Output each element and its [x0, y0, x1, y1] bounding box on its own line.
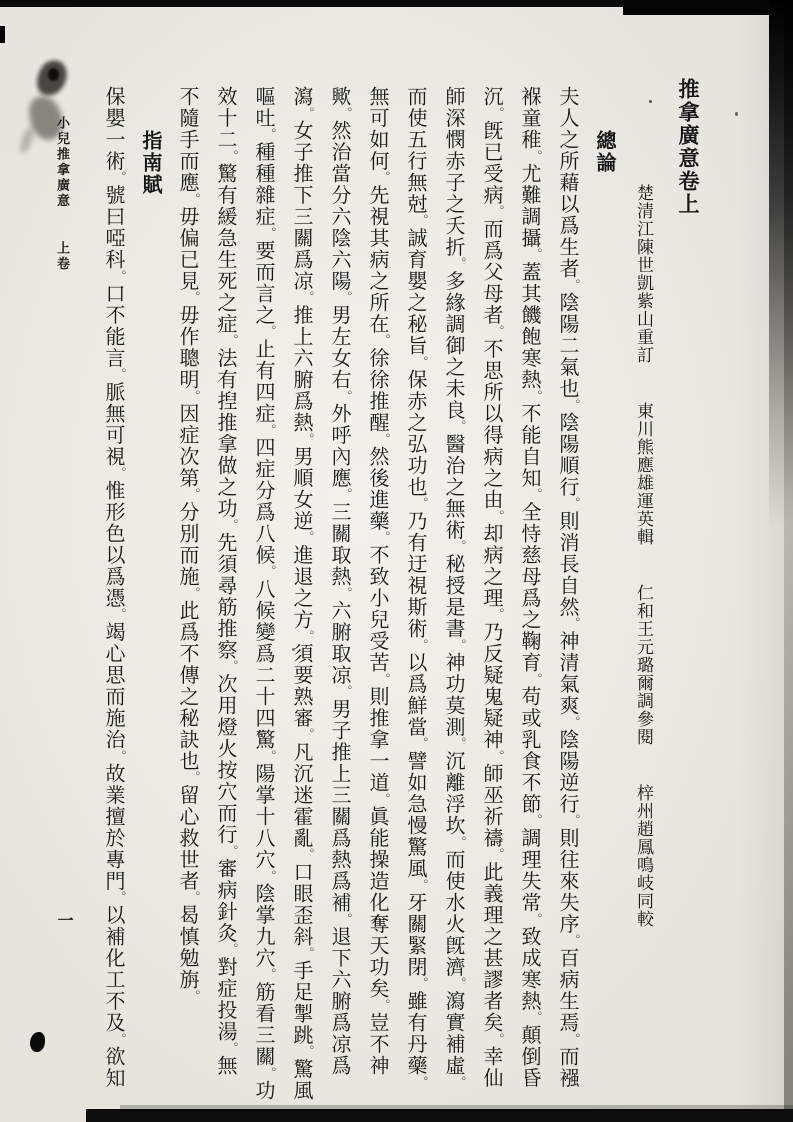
full-stop-mark: 。 [377, 792, 391, 806]
full-stop-mark: 。 [187, 891, 201, 905]
full-stop-mark: 。 [453, 977, 467, 991]
full-stop-mark: 。 [339, 685, 353, 699]
full-stop-mark: 。 [567, 398, 581, 412]
full-stop-mark: 。 [491, 608, 505, 622]
attribution-reviser: 楚清江陳世凱紫山重訂 [633, 184, 653, 364]
full-stop-mark: 。 [567, 1032, 581, 1046]
full-stop-mark: 。 [339, 106, 353, 120]
full-stop-mark: 。 [187, 389, 201, 403]
full-stop-mark: 。 [453, 638, 467, 652]
ink-smudge [48, 68, 59, 81]
attribution-column [623, 62, 663, 1106]
full-stop-mark: 。 [113, 608, 127, 622]
full-stop-mark: 。 [263, 128, 277, 142]
scan-speck [735, 112, 738, 116]
full-stop-mark: 。 [113, 466, 127, 480]
full-stop-mark: 。 [529, 248, 543, 262]
full-stop-mark: 。 [453, 835, 467, 849]
ink-smudge [18, 125, 37, 155]
full-stop-mark: 。 [491, 205, 505, 219]
full-stop-mark: 。 [225, 1041, 239, 1055]
full-stop-mark: 。 [225, 943, 239, 957]
full-stop-mark: 。 [453, 737, 467, 751]
full-stop-mark: 。 [339, 488, 353, 502]
scan-mark-bottom-left [30, 1032, 45, 1052]
full-stop-mark: 。 [453, 1075, 467, 1089]
full-stop-mark: 。 [301, 531, 315, 545]
full-stop-mark: 。 [415, 878, 429, 892]
full-stop-mark: 。 [377, 334, 391, 348]
full-stop-mark: 。 [567, 497, 581, 511]
full-stop-mark: 。 [339, 291, 353, 305]
full-stop-mark: 。 [567, 617, 581, 631]
full-stop-mark: 。 [453, 420, 467, 434]
full-stop-mark: 。 [225, 334, 239, 348]
full-stop-mark: 。 [415, 355, 429, 369]
margin-volume-label: 上卷 [54, 240, 69, 272]
full-stop-mark: 。 [301, 629, 315, 643]
full-stop-mark: 。 [339, 912, 353, 926]
section-heading-guiding-rhapsody: 指南賦 [139, 130, 163, 196]
full-stop-mark: 。 [415, 977, 429, 991]
full-stop-mark: 。 [113, 269, 127, 283]
full-stop-mark: 。 [415, 214, 429, 228]
full-stop-mark: 。 [113, 171, 127, 185]
full-stop-mark: 。 [377, 998, 391, 1012]
full-stop-mark: 。 [301, 848, 315, 862]
full-stop-mark: 。 [415, 1075, 429, 1089]
full-stop-mark: 。 [225, 518, 239, 532]
full-stop-mark: 。 [491, 749, 505, 763]
text-column: 夫人之所藉以爲生者。陰陽二氣也。陰陽順行。則消長自然。神清氣爽。陰陽逆行。則往來失序。百病生焉。而襁 [556, 86, 581, 1089]
margin-series-title: 小兒推拿廣意 [54, 116, 69, 209]
page-body [95, 62, 713, 1106]
margin-running-title [52, 116, 71, 272]
text-column: 師深憫赤子之夭折。多緣調御之未良。醫治之無術。秘授是書。神功莫測。沉離浮坎。而使水火旣濟。瀉實補虛。 [442, 86, 467, 1089]
full-stop-mark: 。 [113, 891, 127, 905]
full-stop-mark: 。 [187, 586, 201, 600]
full-stop-mark: 。 [225, 149, 239, 163]
full-stop-mark: 。 [491, 848, 505, 862]
text-column: 沉。旣已受病。而爲父母者。不思所以得病之由。却病之理。乃反疑鬼疑神。師巫祈禱。此義理之甚謬者矣。幸仙 [480, 86, 505, 1089]
full-stop-mark: 。 [113, 368, 127, 382]
page-number: 一 [55, 912, 74, 928]
full-stop-mark: 。 [529, 912, 543, 926]
full-stop-mark: 。 [301, 291, 315, 305]
full-stop-mark: 。 [415, 638, 429, 652]
full-stop-mark: 。 [113, 1032, 127, 1046]
full-stop-mark: 。 [187, 488, 201, 502]
section-heading-general-discussion: 總論 [593, 130, 617, 174]
full-stop-mark: 。 [187, 291, 201, 305]
full-stop-mark: 。 [187, 192, 201, 206]
text-column: 效十二。驚有緩急生死之症。法有揑推拿做之功。先須尋筋推察。次用燈火按穴而行。審病針灸。對症投湯。無 [214, 86, 239, 1077]
full-stop-mark: 。 [225, 660, 239, 674]
full-stop-mark: 。 [263, 423, 277, 437]
full-stop-mark: 。 [567, 814, 581, 828]
full-stop-mark: 。 [187, 771, 201, 785]
text-column: 歟。然治當分六陰六陽。男左女右。外呼內應。三關取熱。六腑取凉。男子推上三關爲熱爲補。退下六腑爲凉爲 [328, 86, 353, 1077]
full-stop-mark: 。 [301, 728, 315, 742]
full-stop-mark: 。 [339, 586, 353, 600]
attribution-proofreader: 仁和王元璐爾調參閱 [633, 584, 653, 746]
text-column: 保嬰一術。號曰啞科。口不能言。脈無可視。惟形色以爲憑。竭心思而施治。故業擅於專門。以補化工不及。欲知 [102, 86, 127, 1089]
full-stop-mark: 。 [453, 540, 467, 554]
full-stop-mark: 。 [529, 488, 543, 502]
full-stop-mark: 。 [491, 325, 505, 339]
full-stop-mark: 。 [301, 1045, 315, 1059]
full-stop-mark: 。 [377, 672, 391, 686]
full-stop-mark: 。 [301, 946, 315, 960]
text-column: 無可如何。先視其病之所在。徐徐推醒。然後進藥。不致小兒受苦。則推拿一道。眞能操造化奪天功矣。豈不神 [366, 86, 391, 1077]
full-stop-mark: 。 [263, 749, 277, 763]
full-stop-mark: 。 [529, 1011, 543, 1025]
full-stop-mark: 。 [529, 672, 543, 686]
full-stop-mark: 。 [187, 989, 201, 1003]
full-stop-mark: 。 [263, 968, 277, 982]
full-stop-mark: 。 [263, 226, 277, 240]
scan-edge-right-line [784, 0, 793, 1122]
text-column: 嘔吐。種種雜症。要而言之。止有四症。四症分爲八候。八候變爲二十四驚。陽掌十八穴。陰掌九穴。筋看三關。功 [252, 86, 277, 1102]
full-stop-mark: 。 [301, 432, 315, 446]
text-column: 不隨手而應。毋偏已見。毋作聰明。因症次第。分別而施。此爲不傳之秘訣也。留心救世者。曷慎勉旃。 [176, 86, 201, 1003]
full-stop-mark: 。 [415, 737, 429, 751]
full-stop-mark: 。 [377, 171, 391, 185]
full-stop-mark: 。 [529, 814, 543, 828]
text-column: 而使五行無尅。誠育嬰之秘旨。保赤之弘功也。乃有迂視斯術。以爲鮮當。譬如急慢驚風。牙關緊閉。雖有丹藥。 [404, 86, 429, 1089]
text-column: 瀉。女子推下三關爲凉。推上六腑爲熱。男順女逆。進退之方。須要熟審。凡沉迷霍亂。口眼歪斜。手足掣跳。驚風 [290, 86, 315, 1102]
scan-mark-left [0, 26, 5, 43]
scan-corner-top-right [623, 0, 793, 15]
full-stop-mark: 。 [377, 432, 391, 446]
full-stop-mark: 。 [567, 715, 581, 729]
full-stop-mark: 。 [567, 934, 581, 948]
full-stop-mark: 。 [377, 531, 391, 545]
full-stop-mark: 。 [491, 509, 505, 523]
book-title: 推拿廣意卷上 [676, 78, 701, 216]
full-stop-mark: 。 [263, 325, 277, 339]
full-stop-mark: 。 [529, 149, 543, 163]
full-stop-mark: 。 [567, 278, 581, 292]
full-stop-mark: 。 [225, 844, 239, 858]
full-stop-mark: 。 [491, 106, 505, 120]
full-stop-mark: 。 [263, 1066, 277, 1080]
full-stop-mark: 。 [491, 1032, 505, 1046]
full-stop-mark: 。 [415, 497, 429, 511]
scan-edge-bottom [86, 1109, 793, 1122]
attribution-compiler: 東川熊應雄運英輯 [633, 402, 653, 546]
full-stop-mark: 。 [301, 106, 315, 120]
full-stop-mark: 。 [453, 257, 467, 271]
full-stop-mark: 。 [529, 389, 543, 403]
attribution-collator: 梓州趙鳳鳴岐同較 [633, 784, 653, 928]
text-column: 褓童稚。尤難調攝。蓋其饑飽寒熱。不能自知。全恃慈母爲之鞠育。苟或乳食不節。調理失常。致成寒熱。顛倒昏 [518, 86, 543, 1089]
full-stop-mark: 。 [113, 749, 127, 763]
full-stop-mark: 。 [263, 565, 277, 579]
full-stop-mark: 。 [263, 869, 277, 883]
full-stop-mark: 。 [339, 389, 353, 403]
